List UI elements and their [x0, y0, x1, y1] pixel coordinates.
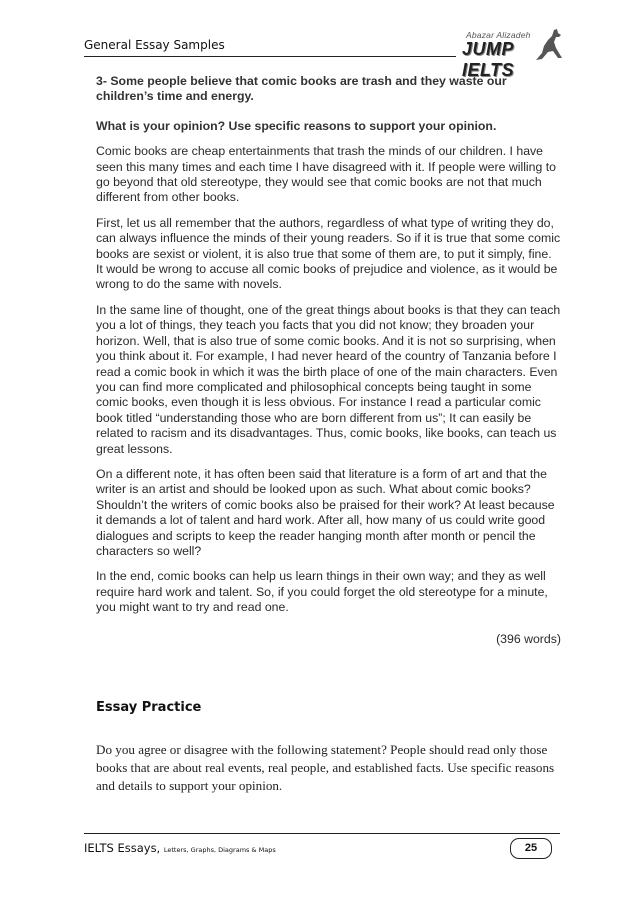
kangaroo-icon	[534, 28, 564, 62]
logo-brand-text: JUMP IELTS	[462, 39, 515, 80]
footer-subtitle: Letters, Graphs, Diagrams & Maps	[163, 846, 276, 854]
practice-question: Do you agree or disagree with the following statement? People should read only those books that are about real events, real people, and established facts. Use specific reasons and details to support your opinion.	[96, 742, 555, 793]
page-header	[84, 30, 562, 80]
footer-rule	[84, 833, 560, 834]
header-rule	[84, 56, 456, 57]
page-number: 25	[510, 838, 552, 859]
essay-paragraph: Comic books are cheap entertainments that trash the minds of our children. I have seen this many times and each time I have disagreed with it. If people were willing to go beyond that old stereotype, they would see that comic books are not that much different from other books.	[96, 144, 557, 205]
essay-paragraph: On a different note, it has often been said that literature is a form of art and that the writer is an artist and should be looked upon as such. What about comic books? Shouldn’t the writers of comic books also be praised for their work? At least because it demands a lot of talent and hard work. After all, how many of us could write good dialogues and scripts to keep the reader hanging month after month or pencil the characters so well?	[96, 466, 555, 558]
header-title: General Essay Samples	[84, 38, 225, 52]
practice-heading: Essay Practice	[96, 700, 202, 715]
essay-body	[96, 74, 561, 657]
page-footer	[84, 841, 276, 855]
essay-paragraph: In the end, comic books can help us learn things in their own way; and they as well require hard work and talent. So, if you could forget the old stereotype for a minute, you might want to try and read one.	[96, 569, 548, 615]
essay-prompt: What is your opinion? Use specific reasons to support your opinion.	[96, 118, 497, 133]
logo-author-text: Abazar Alizadeh	[466, 30, 531, 40]
footer-title: IELTS Essays,	[84, 841, 161, 855]
word-count: (396 words)	[496, 631, 561, 646]
essay-paragraph: First, let us all remember that the authors, regardless of what type of writing they do, can always influence the minds of their young readers. So if it is true that some comic books are sexist or violent, it is also true that some of them are, to put it simply, fine. It would be wrong to accuse all comic books of prejudice and violence, as it would be wrong to do the same with novels.	[96, 215, 561, 292]
jumpielts-logo	[460, 30, 564, 80]
essay-question: 3- Some people believe that comic books are trash and they waste our children’s time and energy.	[96, 74, 507, 104]
essay-paragraph: In the same line of thought, one of the great things about books is that they can teach you a lot of things, they teach you facts that you did not know; they broaden your horizon. Well, that is also true of some comic books. And it is not so surprising, when you think about it. For example, I had never heard of the country of Tanzania before I read a comic book in which it was the birth place of one of the main characters. Even you can find more complicated and philosophical concepts being taught in some comic books, even though it is less obvious. For instance I read a particular comic book titled “understanding those who are born different from us”; It can easily be related to racism and its disadvantages. Thus, comic books, like books, can teach us great lessons.	[96, 302, 561, 456]
